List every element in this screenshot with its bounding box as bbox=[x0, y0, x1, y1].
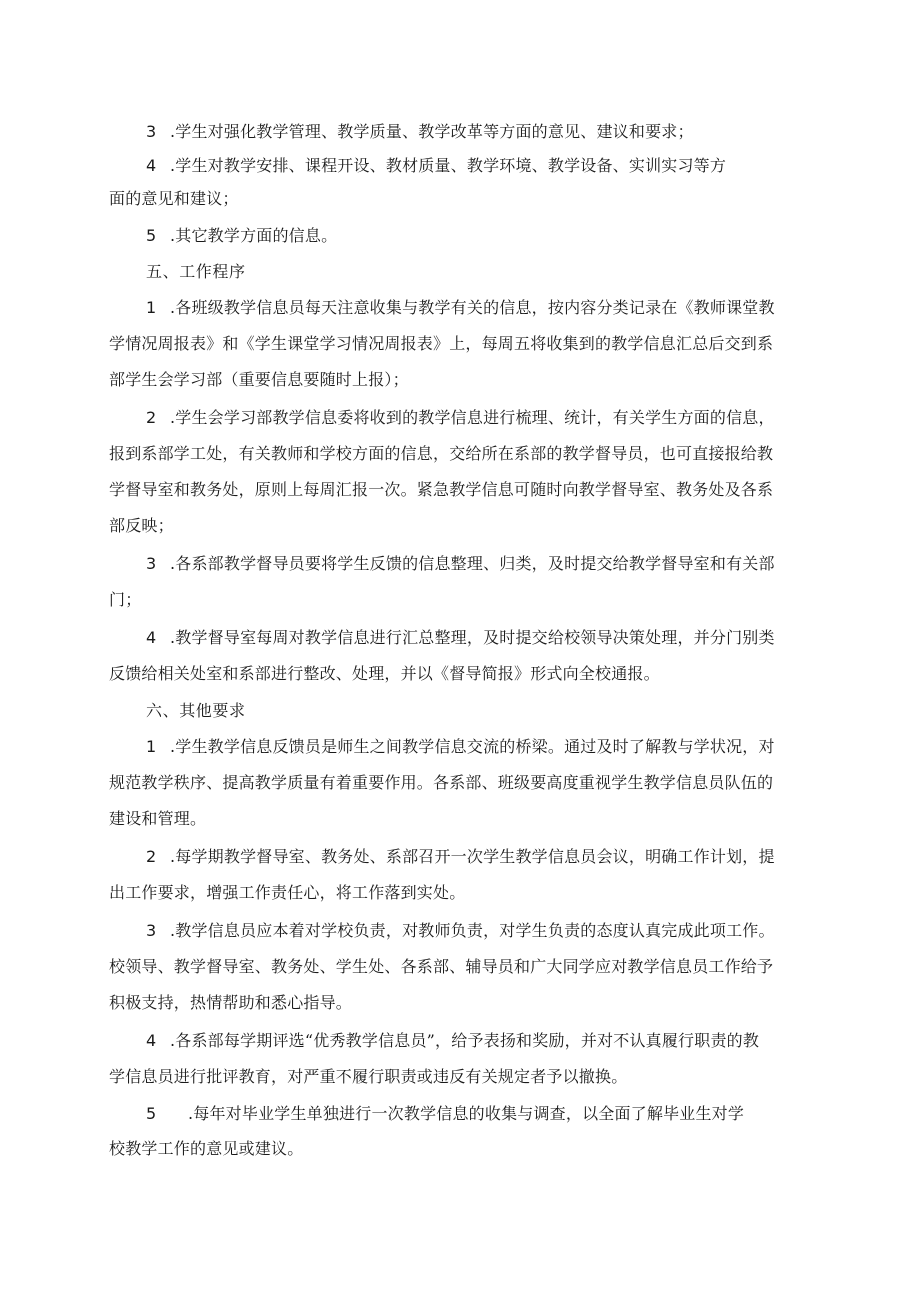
requirement-4-line-1 bbox=[146, 1030, 759, 1052]
requirement-4-line-2 bbox=[109, 1066, 627, 1088]
paragraph-1-line-2 bbox=[109, 333, 773, 355]
item-number: 3 bbox=[146, 921, 157, 940]
paragraph-2-line-3 bbox=[109, 479, 773, 501]
item-text: .其它教学方面的信息。 bbox=[170, 226, 338, 245]
paragraph-4-line-1 bbox=[146, 627, 775, 649]
item-number: 2 bbox=[146, 408, 157, 427]
item-text: .学生教学信息反馈员是师生之间教学信息交流的桥梁。通过及时了解教与学状况，对 bbox=[170, 737, 775, 756]
item-text: 门； bbox=[109, 590, 142, 609]
list-item-3-line-1 bbox=[146, 121, 694, 143]
requirement-2-line-2 bbox=[109, 882, 465, 904]
item-number: 3 bbox=[146, 122, 157, 141]
item-text: .教学督导室每周对教学信息进行汇总整理，及时提交给校领导决策处理，并分门别类 bbox=[170, 628, 775, 647]
item-number: 3 bbox=[146, 554, 157, 573]
item-text: 校领导、教学督导室、教务处、学生处、各系部、辅导员和广大同学应对教学信息员工作给予 bbox=[109, 957, 774, 976]
list-item-4-line-2 bbox=[109, 188, 239, 210]
requirement-5-line-2 bbox=[109, 1138, 303, 1160]
item-number: 1 bbox=[146, 737, 157, 756]
item-number: 5 bbox=[146, 226, 157, 245]
item-text: .教学信息员应本着对学校负责，对教师负责，对学生负责的态度认真完成此项工作。 bbox=[170, 921, 775, 940]
item-text: 学情况周报表》和《学生课堂学习情况周报表》上，每周五将收集到的教学信息汇总后交到系 bbox=[109, 334, 774, 353]
paragraph-3-line-1 bbox=[146, 553, 775, 575]
requirement-1-line-2 bbox=[109, 772, 773, 794]
item-number: 2 bbox=[146, 847, 157, 866]
section-heading-5 bbox=[146, 261, 246, 283]
item-number: 4 bbox=[146, 1031, 157, 1050]
item-text: 建设和管理。 bbox=[109, 809, 207, 828]
item-text: .各系部每学期评选“优秀教学信息员”，给予表扬和奖励，并对不认真履行职责的教 bbox=[170, 1031, 760, 1050]
item-text: 学信息员进行批评教育，对严重不履行职责或违反有关规定者予以撤换。 bbox=[109, 1067, 628, 1086]
list-item-5-line-1 bbox=[146, 225, 337, 247]
paragraph-2-line-1 bbox=[146, 407, 775, 429]
paragraph-3-line-2 bbox=[109, 589, 141, 611]
item-text: 反馈给相关处室和系部进行整改、处理，并以《督导简报》形式向全校通报。 bbox=[109, 664, 660, 683]
item-text: 面的意见和建议； bbox=[109, 189, 239, 208]
item-text: .学生会学习部教学信息委将收到的教学信息进行梳理、统计，有关学生方面的信息， bbox=[170, 408, 775, 427]
heading-text: 六、其他要求 bbox=[146, 701, 246, 720]
paragraph-4-line-2 bbox=[109, 663, 660, 685]
item-text: .学生对强化教学管理、教学质量、教学改革等方面的意见、建议和要求； bbox=[170, 122, 694, 141]
requirement-1-line-3 bbox=[109, 808, 206, 830]
item-text: .每学期教学督导室、教务处、系部召开一次学生教学信息员会议，明确工作计划，提 bbox=[170, 847, 775, 866]
item-text: 部学生会学习部（重要信息要随时上报）； bbox=[109, 370, 409, 389]
item-text: 学督导室和教务处，原则上每周汇报一次。紧急教学信息可随时向教学督导室、教务处及各系 bbox=[109, 480, 774, 499]
item-text: 报到系部学工处，有关教师和学校方面的信息，交给所在系部的教学督导员，也可直接报给教 bbox=[109, 444, 774, 463]
item-number: 4 bbox=[146, 628, 157, 647]
item-text: 校教学工作的意见或建议。 bbox=[109, 1139, 304, 1158]
requirement-3-line-3 bbox=[109, 992, 352, 1014]
item-text: .每年对毕业学生单独进行一次教学信息的收集与调查，以全面了解毕业生对学 bbox=[188, 1104, 745, 1123]
list-item-4-line-1 bbox=[146, 155, 726, 177]
item-text: 规范教学秩序、提高教学质量有着重要作用。各系部、班级要高度重视学生教学信息员队伍的 bbox=[109, 773, 774, 792]
item-text: 部反映； bbox=[109, 516, 174, 535]
paragraph-2-line-4 bbox=[109, 515, 174, 537]
item-text: .各系部教学督导员要将学生反馈的信息整理、归类，及时提交给教学督导室和有关部 bbox=[170, 554, 775, 573]
paragraph-2-line-2 bbox=[109, 443, 773, 465]
item-text: 出工作要求，增强工作责任心，将工作落到实处。 bbox=[109, 883, 466, 902]
item-number: 4 bbox=[146, 156, 157, 175]
requirement-2-line-1 bbox=[146, 846, 775, 868]
item-number: 1 bbox=[146, 298, 157, 317]
item-text: .学生对教学安排、课程开设、教材质量、教学环境、教学设备、实训实习等方 bbox=[170, 156, 727, 175]
paragraph-1-line-3 bbox=[109, 369, 409, 391]
item-number: 5 bbox=[146, 1104, 157, 1123]
requirement-5-line-1 bbox=[146, 1103, 744, 1125]
heading-text: 五、工作程序 bbox=[146, 262, 246, 281]
requirement-3-line-1 bbox=[146, 920, 775, 942]
requirement-3-line-2 bbox=[109, 956, 773, 978]
item-text: .各班级教学信息员每天注意收集与教学有关的信息，按内容分类记录在《教师课堂教 bbox=[170, 298, 775, 317]
section-heading-6 bbox=[146, 700, 246, 722]
paragraph-1-line-1 bbox=[146, 297, 775, 319]
item-text: 积极支持，热情帮助和悉心指导。 bbox=[109, 993, 353, 1012]
requirement-1-line-1 bbox=[146, 736, 775, 758]
